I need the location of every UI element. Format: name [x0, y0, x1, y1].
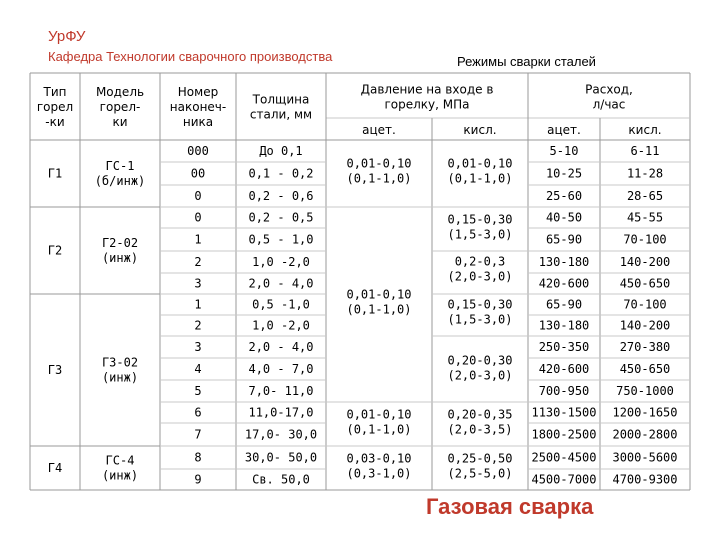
header-oxy-pressure: кисл. [463, 123, 497, 137]
tip-number: 5 [194, 384, 202, 398]
torch-type: Г2 [47, 243, 63, 258]
header-tip: ника [182, 115, 214, 129]
acetylene-flow: 130-180 [538, 255, 590, 269]
header-thickness: стали, мм [249, 107, 313, 122]
torch-model: (б/инж) [94, 174, 146, 188]
header-thickness: Толщина [252, 92, 310, 107]
oxygen-pressure: 0,20-0,30 [447, 353, 513, 368]
tip-number: 9 [194, 472, 202, 487]
acetylene-flow: 40-50 [545, 210, 583, 225]
oxygen-flow: 70-100 [623, 232, 667, 247]
oxygen-flow: 3000-5600 [612, 450, 678, 465]
oxygen-flow: 450-650 [619, 362, 671, 376]
torch-model: ГС-4 [105, 453, 135, 468]
steel-thickness: 2,0 - 4,0 [248, 276, 314, 291]
tip-number: 7 [194, 427, 202, 442]
steel-thickness: 30,0- 50,0 [244, 450, 318, 465]
tip-number: 6 [194, 405, 202, 420]
oxygen-pressure: 0,01-0,10 [447, 156, 513, 171]
org-name: УрФУ [48, 28, 86, 45]
oxygen-flow: 140-200 [619, 255, 671, 269]
torch-model: ГС-1 [105, 159, 135, 173]
acetylene-flow: 1800-2500 [531, 427, 597, 442]
oxygen-pressure: (2,5-5,0) [447, 466, 513, 481]
oxygen-pressure: (0,1-1,0) [447, 171, 513, 186]
acetylene-flow: 1130-1500 [531, 405, 597, 420]
steel-thickness: 0,2 - 0,6 [248, 189, 314, 203]
header-pressure: Давление на входе в [360, 82, 494, 97]
tip-number: 0 [194, 210, 202, 225]
header-oxy-flow: кисл. [628, 123, 662, 137]
torch-model: (инж) [101, 370, 139, 385]
header-tip: Номер [177, 85, 219, 99]
acetylene-flow: 2500-4500 [531, 450, 597, 465]
oxygen-flow: 450-650 [619, 276, 671, 291]
acetylene-flow: 420-600 [538, 362, 590, 376]
oxygen-pressure: 0,15-0,30 [447, 212, 513, 227]
acetylene-pressure: 0,03-0,10 [346, 451, 412, 466]
oxygen-pressure: 0,2-0,3 [454, 254, 506, 269]
torch-model: Г3-02 [101, 355, 139, 370]
steel-thickness: 0,5 -1,0 [252, 297, 310, 312]
steel-thickness: 1,0 -2,0 [252, 318, 310, 333]
header-model: Модель [95, 85, 145, 99]
oxygen-pressure: (1,5-3,0) [447, 227, 513, 242]
oxygen-flow: 1200-1650 [612, 405, 678, 420]
steel-thickness: 0,2 - 0,5 [248, 210, 314, 225]
acetylene-pressure: 0,01-0,10 [346, 156, 412, 171]
oxygen-pressure: (2,0-3,5) [447, 422, 513, 437]
steel-thickness: До 0,1 [259, 144, 303, 158]
header-model: ки [112, 115, 128, 129]
acetylene-flow: 4500-7000 [531, 472, 597, 487]
acetylene-pressure: 0,01-0,10 [346, 287, 412, 302]
oxygen-flow: 4700-9300 [612, 472, 678, 487]
steel-thickness: 11,0-17,0 [248, 405, 314, 420]
oxygen-pressure: 0,25-0,50 [447, 451, 513, 466]
header-type: -ки [45, 115, 65, 129]
oxygen-pressure: 0,20-0,35 [447, 407, 513, 422]
tip-number: 2 [194, 318, 202, 333]
acetylene-flow: 700-950 [538, 384, 590, 398]
acetylene-pressure: (0,3-1,0) [346, 466, 412, 481]
tip-number: 3 [194, 276, 202, 291]
oxygen-flow: 6-11 [630, 144, 660, 158]
oxygen-flow: 70-100 [623, 297, 667, 312]
acetylene-flow: 420-600 [538, 276, 590, 291]
header-flow: л/час [592, 97, 626, 112]
steel-thickness: 0,5 - 1,0 [248, 232, 314, 247]
oxygen-flow: 750-1000 [616, 384, 674, 398]
steel-thickness: 4,0 - 7,0 [248, 362, 314, 376]
acetylene-pressure: 0,01-0,10 [346, 407, 412, 422]
oxygen-flow: 2000-2800 [612, 427, 678, 442]
steel-thickness: 7,0- 11,0 [248, 384, 314, 398]
steel-thickness: 0,1 - 0,2 [248, 166, 314, 181]
acetylene-flow: 25-60 [545, 189, 583, 203]
header-acet-flow: ацет. [547, 123, 581, 137]
header-model: горел- [99, 100, 141, 114]
tip-number: 0 [194, 189, 202, 203]
tip-number: 1 [194, 232, 202, 247]
header-acet-pressure: ацет. [362, 123, 396, 137]
tip-number: 3 [194, 340, 202, 354]
torch-type: Г1 [47, 166, 63, 181]
oxygen-flow: 140-200 [619, 318, 671, 333]
acetylene-flow: 65-90 [545, 232, 583, 247]
oxygen-pressure: (2,0-3,0) [447, 368, 513, 383]
torch-model: (инж) [101, 251, 139, 265]
header-type: горел [36, 100, 74, 114]
steel-thickness: 2,0 - 4,0 [248, 340, 314, 354]
tip-number: 00 [190, 166, 206, 181]
acetylene-flow: 5-10 [549, 144, 579, 158]
oxygen-pressure: (1,5-3,0) [447, 312, 513, 327]
acetylene-pressure: (0,1-1,0) [346, 422, 412, 437]
oxygen-pressure: (2,0-3,0) [447, 269, 513, 284]
tip-number: 1 [194, 297, 202, 312]
header-flow: Расход, [585, 82, 633, 97]
oxygen-flow: 11-28 [626, 166, 664, 181]
oxygen-flow: 28-65 [626, 189, 664, 203]
tip-number: 4 [194, 362, 202, 376]
torch-type: Г4 [47, 461, 63, 475]
acetylene-pressure: (0,1-1,0) [346, 302, 412, 317]
tip-number: 000 [187, 144, 209, 158]
department-name: Кафедра Технологии сварочного производства [48, 49, 333, 64]
steel-thickness: 17,0- 30,0 [244, 427, 318, 442]
steel-thickness: 1,0 -2,0 [252, 255, 310, 269]
oxygen-flow: 270-380 [619, 340, 671, 354]
torch-type: Г3 [47, 363, 63, 377]
header-tip: наконеч- [169, 100, 227, 114]
footer-title: Газовая сварка [426, 494, 594, 519]
header-pressure: горелку, МПа [384, 97, 470, 112]
header-type: Тип [43, 85, 67, 99]
slide-topic: Режимы сварки сталей [457, 54, 596, 69]
acetylene-flow: 65-90 [545, 297, 583, 312]
oxygen-pressure: 0,15-0,30 [447, 297, 513, 312]
tip-number: 8 [194, 450, 202, 465]
acetylene-flow: 10-25 [545, 166, 583, 181]
acetylene-flow: 250-350 [538, 340, 590, 354]
acetylene-flow: 130-180 [538, 318, 590, 333]
acetylene-pressure: (0,1-1,0) [346, 171, 412, 186]
torch-model: Г2-02 [101, 236, 139, 250]
steel-thickness: Св. 50,0 [252, 472, 310, 487]
tip-number: 2 [194, 255, 202, 269]
oxygen-flow: 45-55 [626, 210, 664, 225]
torch-model: (инж) [101, 468, 139, 483]
